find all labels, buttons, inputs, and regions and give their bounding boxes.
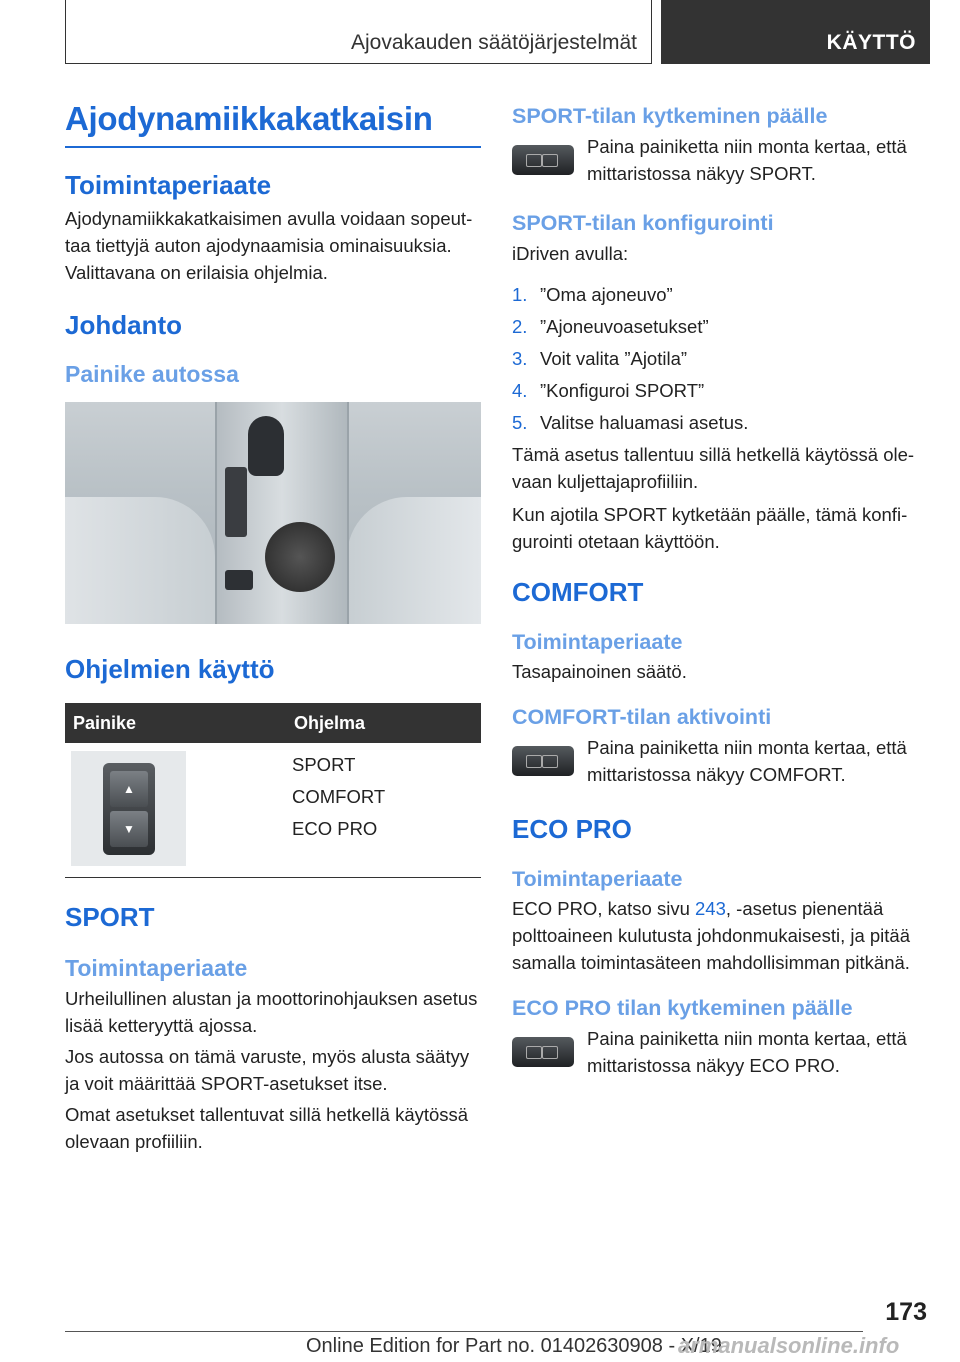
eco-principle-heading: Toimintaperiaate <box>512 867 683 891</box>
console-photo <box>65 402 481 624</box>
list-item: 3. Voit valita ”Ajotila” <box>512 348 688 369</box>
sport-on-heading: SPORT-tilan kytkeminen päälle <box>512 104 828 128</box>
parking-brake-switch <box>225 570 253 590</box>
comfort-principle-heading: Toimintaperiaate <box>512 630 683 654</box>
sport-config-text-2: Kun ajotila SPORT kytketään päälle, tämä konfigurointi otetaan käyttöön. <box>512 504 908 552</box>
page-title: Ajodynamiikkakatkaisin <box>65 100 481 148</box>
seat-left <box>65 497 215 624</box>
drive-switch-icon <box>512 145 574 175</box>
chapter-tab <box>661 0 930 64</box>
drive-switch-icon <box>512 1037 574 1067</box>
program-cell <box>286 743 481 874</box>
sport-config-heading: SPORT-tilan konfigurointi <box>512 211 774 235</box>
eco-on-text: Paina painiketta niin monta kertaa, että mittaristossa näkyy ECO PRO. <box>587 1028 907 1076</box>
eco-pro-heading: ECO PRO <box>512 814 632 844</box>
comfort-on-heading: COMFORT-tilan aktivointi <box>512 705 772 729</box>
watermark: armanualsonline.info <box>678 1333 900 1358</box>
config-steps-list <box>512 279 924 439</box>
chapter-title: KÄYTTÖ <box>826 31 916 54</box>
comfort-on-text: Paina painiketta niin monta kertaa, että mittaristossa näkyy COMFORT. <box>587 737 907 785</box>
eco-principle-text: ECO PRO, katso sivu 243, -asetus pienentää polttoaineen kulutusta johdonmukaisesti, ja pitää samalla toimintasäteen mahdollisimman pitkänä. <box>512 898 911 973</box>
drive-switch-icon <box>512 746 574 776</box>
principle-text: Ajodynamiikkakatkaisimen avulla voidaan sopeuttaa tiettyjä auton ajodynaamisia ominaisuuksia. Valittavana on erilaisia ohjelmia. <box>65 208 473 283</box>
sport-text-1: Urheilullinen alustan ja moottorinohjauksen asetus lisää ketteryyttä ajossa. <box>65 988 478 1036</box>
drive-switch-image <box>71 751 186 866</box>
sport-config-intro: iDriven avulla: <box>512 243 629 264</box>
sport-on-row <box>512 133 924 187</box>
col-button-header: Painike <box>65 703 286 743</box>
sport-text-2: Jos autossa on tämä varuste, myös alusta säätyy ja voit määrittää SPORT-asetukset itse. <box>65 1046 470 1094</box>
section-title: Ajovakauden säätöjärjestelmät <box>350 31 637 54</box>
drive-switch <box>225 467 247 537</box>
button-cell <box>65 743 286 874</box>
table-bottom-rule <box>65 877 481 878</box>
down-arrow-icon: ▼ <box>110 811 148 847</box>
edition-text: Online Edition for Part no. 01402630908 - X/19 <box>306 1335 722 1357</box>
sport-config-text-1: Tämä asetus tallentuu sillä hetkellä käytössä olevaan kuljettajaprofiiliin. <box>512 444 915 492</box>
list-item: 4. ”Konfiguroi SPORT” <box>512 380 705 401</box>
col-program-header: Ohjelma <box>286 703 481 743</box>
button-in-car-heading: Painike autossa <box>65 361 239 387</box>
programs-table <box>65 703 481 874</box>
list-item: 5. Valitse haluamasi asetus. <box>512 412 749 433</box>
footer-rule <box>65 1331 863 1332</box>
seat-right <box>347 497 481 624</box>
page-number: 173 <box>885 1298 927 1326</box>
comfort-heading: COMFORT <box>512 577 644 607</box>
comfort-on-row <box>512 734 924 788</box>
program-sport: SPORT <box>292 754 356 775</box>
program-eco-pro: ECO PRO <box>292 818 378 839</box>
page-link[interactable]: 243 <box>695 898 726 919</box>
sport-principle-heading: Toimintaperiaate <box>65 955 248 981</box>
comfort-principle-text: Tasapainoinen säätö. <box>512 661 687 682</box>
program-comfort: COMFORT <box>292 786 386 807</box>
left-column <box>65 100 481 1155</box>
list-item: 1. ”Oma ajoneuvo” <box>512 284 673 305</box>
sport-on-text: Paina painiketta niin monta kertaa, että mittaristossa näkyy SPORT. <box>587 136 907 184</box>
gear-lever <box>248 416 284 476</box>
section-tab <box>65 0 652 64</box>
eco-on-row <box>512 1025 924 1079</box>
eco-on-heading: ECO PRO tilan kytkeminen päälle <box>512 996 853 1020</box>
programs-heading: Ohjelmien käyttö <box>65 654 275 684</box>
page-header <box>65 0 930 64</box>
principle-heading: Toimintaperiaate <box>65 170 272 200</box>
idrive-controller <box>265 522 335 592</box>
sport-heading: SPORT <box>65 902 155 932</box>
sport-text-3: Omat asetukset tallentuvat sillä hetkellä käytössä olevaan profiiliin. <box>65 1104 469 1152</box>
intro-heading: Johdanto <box>65 310 182 340</box>
up-arrow-icon: ▲ <box>110 771 148 807</box>
right-column <box>512 100 924 1079</box>
list-item: 2. ”Ajoneuvoasetukset” <box>512 316 709 337</box>
